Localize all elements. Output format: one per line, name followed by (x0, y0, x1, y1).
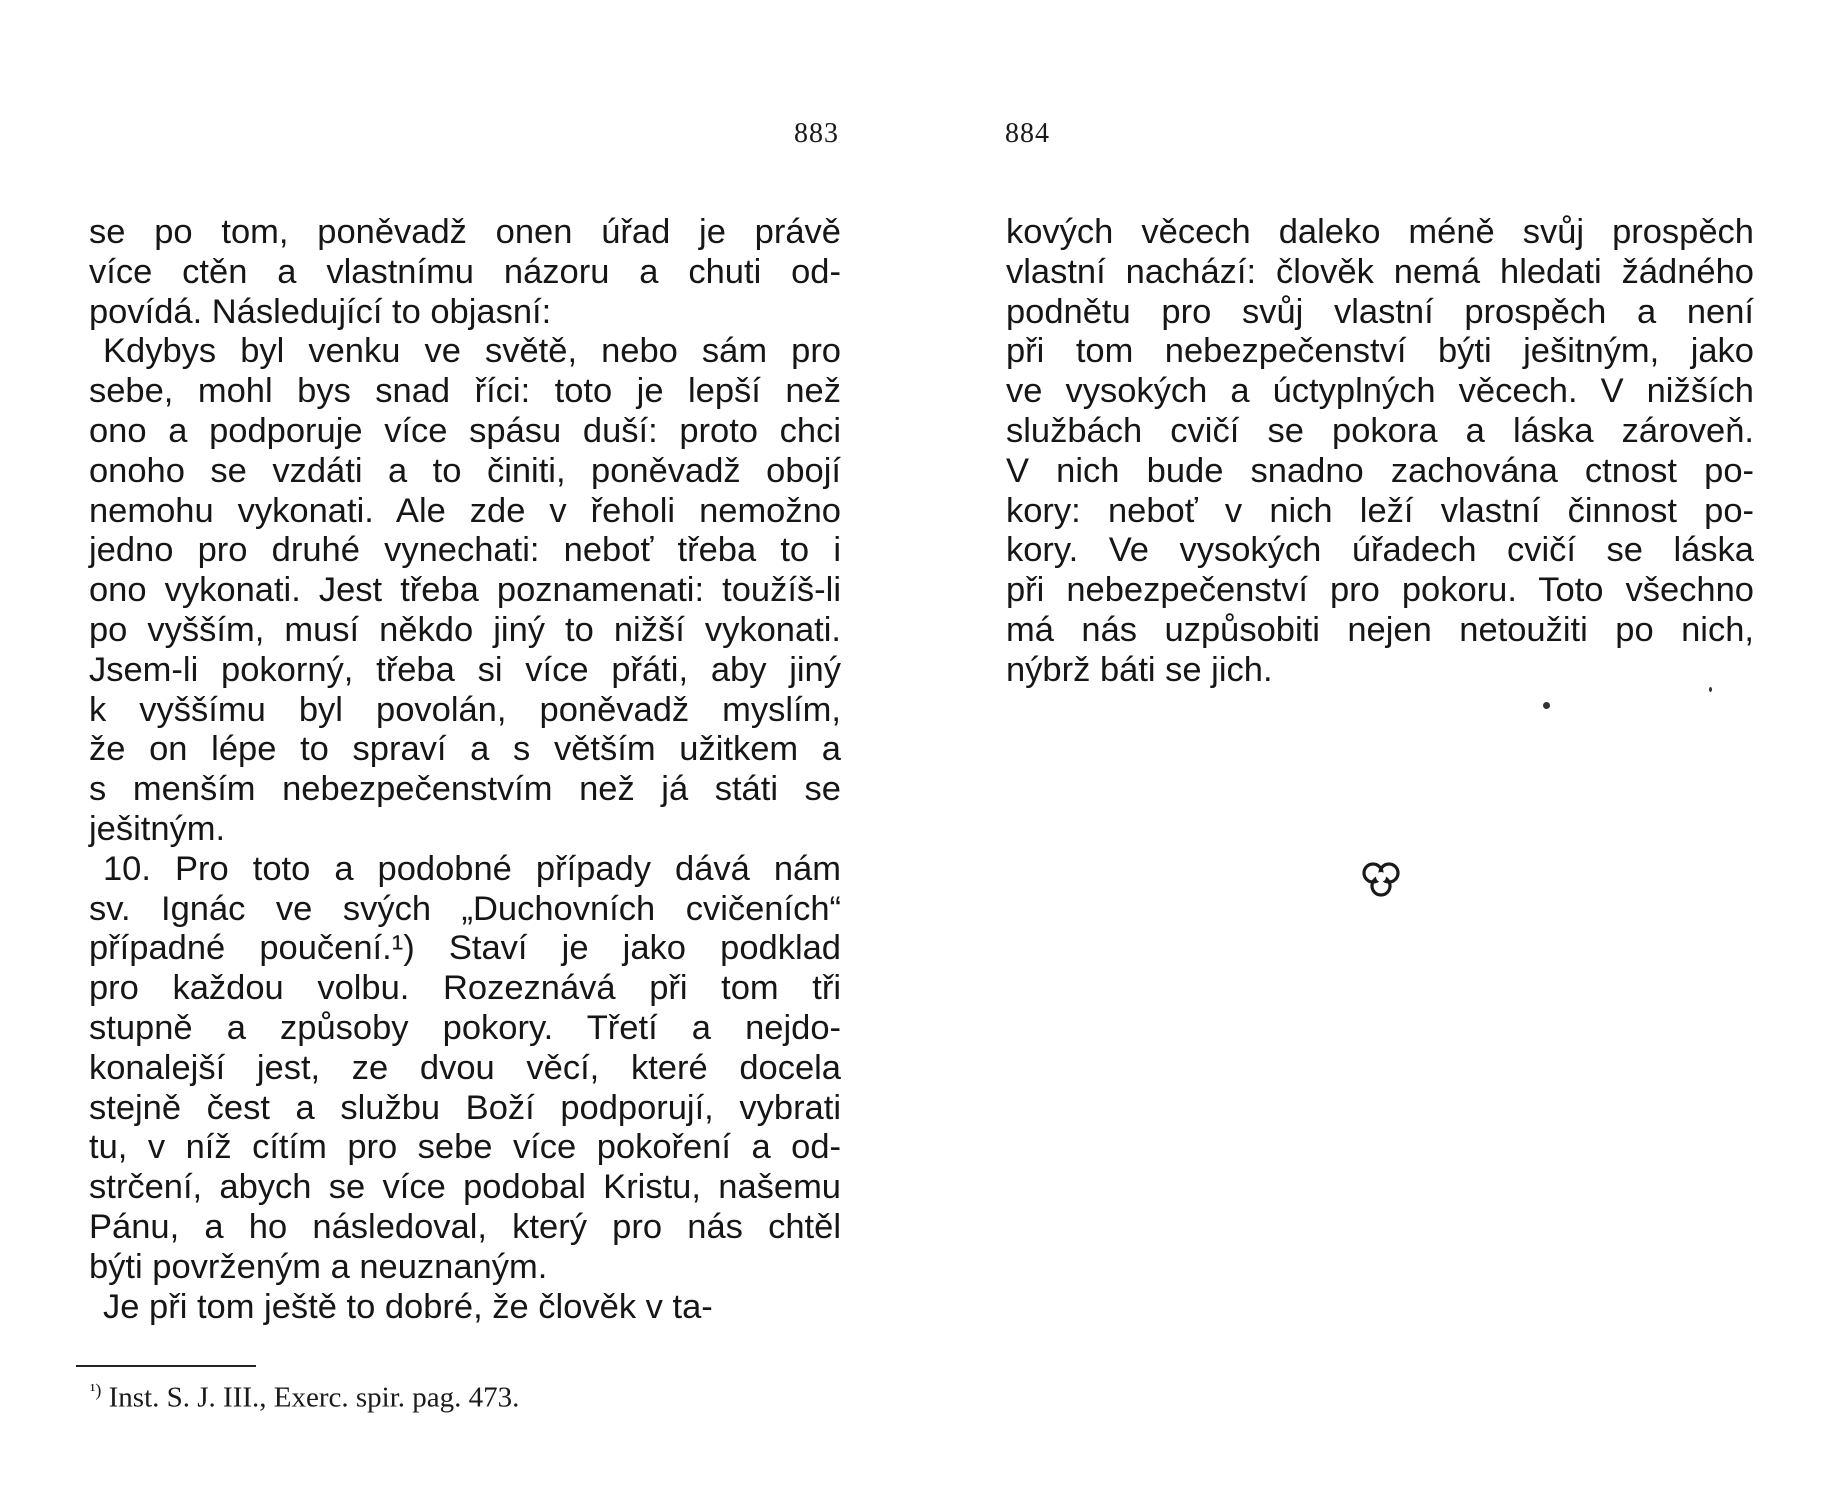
page-number-left: 883 (794, 118, 839, 149)
text-line: sv. Ignác ve svých „Duchovních cvičeních“ (89, 889, 841, 928)
text-line: Je při tom ještě to dobré, že člověk v ta- (103, 1287, 713, 1326)
left-page-text (89, 213, 841, 1327)
print-speck (1709, 687, 1712, 692)
text-line: Pánu, a ho následoval, který pro nás chtěl (89, 1207, 841, 1246)
text-line: 10. Pro toto a podobné případy dává nám (103, 849, 841, 888)
text-line: tu, v níž cítím pro sebe více pokoření a od- (89, 1128, 841, 1167)
text-line: při tom nebezpečenství býti ješitným, jako (1006, 332, 1754, 371)
text-line: pro každou volbu. Rozeznává při tom tři (89, 969, 841, 1008)
left-page-paragraph (89, 332, 841, 849)
text-line: případné poučení.¹) Staví je jako podklad (89, 929, 841, 968)
footnote-rule (76, 1365, 256, 1367)
left-page-paragraph (89, 1288, 841, 1328)
text-line: sebe, mohl bys snad říci: toto je lepší než (89, 372, 841, 411)
text-line: po vyšším, musí někdo jiný to nižší vykonati. (89, 610, 841, 649)
footnote-mark: ¹) (90, 1380, 102, 1400)
text-line: stupně a způsoby pokory. Třetí a nejdo- (89, 1008, 841, 1047)
page-number-right: 884 (1005, 118, 1050, 149)
text-line: při nebezpečenství pro pokoru. Toto všechno (1006, 571, 1754, 610)
print-speck (1543, 702, 1550, 709)
text-line: stejně čest a službu Boží podporují, vybrati (89, 1088, 841, 1127)
text-line: Kdybys byl venku ve světě, nebo sám pro (103, 332, 841, 371)
text-line: ono a podporuje více spásu duší: proto chci (89, 411, 841, 450)
right-page-paragraph (1006, 213, 1754, 691)
left-page-paragraph (89, 850, 841, 1288)
text-line: ve vysokých a úctyplných věcech. V nižších (1006, 372, 1754, 411)
text-line: kory. Ve vysokých úřadech cvičí se láska (1006, 531, 1754, 570)
text-line: nemohu vykonati. Ale zde v řeholi nemožno (89, 491, 841, 530)
text-line: Jsem-li pokorný, třeba si více přáti, aby jiný (89, 650, 841, 689)
text-line: nýbrž báti se jich. (1006, 650, 1273, 689)
text-line: strčení, abych se více podobal Kristu, našemu (89, 1168, 841, 1207)
text-line: že on lépe to spraví a s větším užitkem a (89, 730, 841, 769)
text-line: onoho se vzdáti a to činiti, poněvadž obojí (89, 451, 841, 490)
text-line: podnětu pro svůj vlastní prospěch a není (1006, 292, 1754, 331)
text-line: konalejší jest, ze dvou věcí, které docela (89, 1048, 841, 1087)
text-line: více ctěn a vlastnímu názoru a chuti od- (89, 252, 841, 291)
text-line: kových věcech daleko méně svůj prospěch (1006, 213, 1754, 251)
trefoil-ornament-icon (1357, 855, 1405, 903)
text-line: vlastní nachází: člověk nemá hledati žádného (1006, 252, 1754, 291)
footnote (90, 1373, 519, 1415)
text-line: službách cvičí se pokora a láska zároveň. (1006, 411, 1754, 450)
text-line: k vyššímu byl povolán, poněvadž myslím, (89, 690, 841, 729)
text-line: V nich bude snadno zachována ctnost po- (1006, 451, 1754, 490)
text-line: se po tom, poněvadž onen úřad je právě (89, 213, 841, 251)
text-line: jedno pro druhé vynechati: neboť třeba to i (89, 531, 841, 570)
text-line: má nás uzpůsobiti nejen netoužiti po nich, (1006, 610, 1754, 649)
text-line: s menším nebezpečenstvím než já státi se (89, 770, 841, 809)
text-line: ješitným. (89, 809, 226, 848)
left-page-paragraph (89, 213, 841, 332)
right-page-text (1006, 213, 1754, 691)
footnote-text: Inst. S. J. III., Exerc. spir. pag. 473. (101, 1381, 520, 1414)
text-line: kory: neboť v nich leží vlastní činnost po- (1006, 491, 1754, 530)
text-line: býti povrženým a neuznaným. (89, 1247, 548, 1286)
text-line: ono vykonati. Jest třeba poznamenati: toužíš-li (89, 571, 841, 610)
text-line: povídá. Následující to objasní: (89, 292, 552, 331)
